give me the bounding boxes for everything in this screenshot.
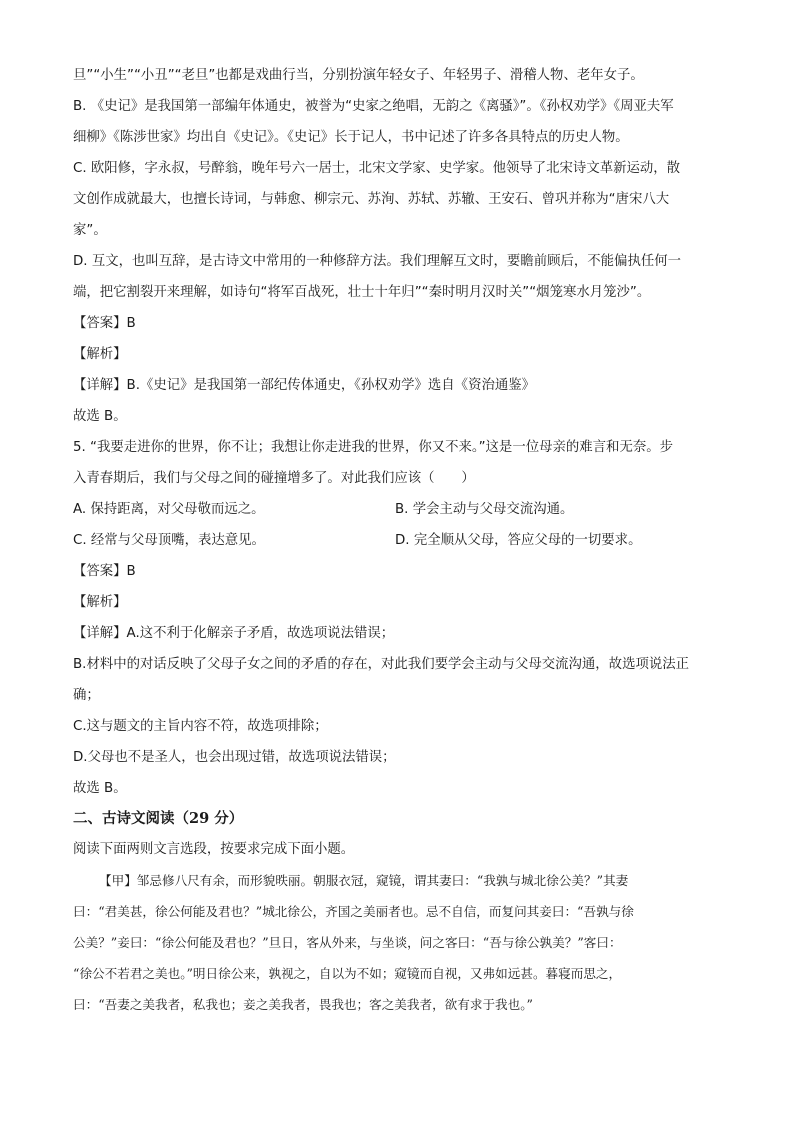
q4-option-c-line-1: C. 欧阳修，字永叔，号醉翁，晚年号六一居士，北宋文学家、史学家。他领导了北宋诗文革新运动，散	[73, 161, 681, 176]
q5-detail-line-4: C.这与题文的主旨内容不符，故选项排除；	[73, 719, 328, 734]
q4-option-c-line-3: 家”。	[73, 223, 107, 238]
q5-options-row-2	[73, 525, 723, 556]
q5-option-b: B. 学会主动与父母交流沟通。	[395, 502, 574, 517]
document-page	[73, 60, 723, 1020]
classical-text-line-1: 【甲】邹忌修八尺有余，而形貌昳丽。朝服衣冠，窥镜，谓其妻曰：“我孰与城北徐公美？”其妻	[99, 873, 629, 888]
q4-option-b-line-1: B. 《史记》是我国第一部编年体通史，被誉为“史家之绝唱，无韵之《离骚》”。《孙权劝学》《周亚夫军	[73, 99, 674, 114]
q4-detail: 【详解】B.《史记》是我国第一部纪传体通史，《孙权劝学》选自《资治通鉴》	[73, 378, 536, 393]
q5-options-row-1	[73, 494, 723, 525]
q5-detail-line-3: 确；	[73, 688, 100, 703]
q4-answer: 【答案】B	[73, 316, 136, 331]
q5-stem-line-1: 5. “我要走进你的世界，你不让；我想让你走进我的世界，你又不来。”这是一位母亲的难言和无奈。步	[73, 440, 674, 455]
q5-detail-line-1: 【详解】A.这不利于化解亲子矛盾，故选项说法错误；	[73, 626, 395, 641]
section-heading: 二、古诗文阅读（29 分）	[73, 810, 244, 827]
q4-option-c-line-2: 文创作成就最大，也擅长诗词，与韩愈、柳宗元、苏洵、苏轼、苏辙、王安石、曾巩并称为“唐宋八大	[73, 192, 670, 207]
q4-analysis-label: 【解析】	[73, 347, 127, 362]
q4-option-b-line-2: 细柳》《陈涉世家》均出自《史记》。《史记》长于记人，书中记述了许多各具特点的历史人物。	[73, 130, 629, 145]
classical-text-line-5: 曰：“吾妻之美我者，私我也；妾之美我者，畏我也；客之美我者，欲有求于我也。”	[73, 997, 533, 1012]
classical-text-line-4: “徐公不若君之美也。”明日徐公来，孰视之，自以为不如；窥镜而自视，又弗如远甚。暮寝而思之，	[73, 966, 622, 981]
q5-answer: 【答案】B	[73, 564, 136, 579]
classical-text-line-2: 曰：“君美甚，徐公何能及君也？”城北徐公，齐国之美丽者也。忌不自信，而复问其妾曰：“吾孰与徐	[73, 904, 634, 919]
q5-detail-line-2: B.材料中的对话反映了父母子女之间的矛盾的存在，对此我们要学会主动与父母交流沟通，故选项说法正	[73, 657, 690, 672]
q5-option-d: D. 完全顺从父母，答应父母的一切要求。	[395, 533, 642, 548]
q5-option-c: C. 经常与父母顶嘴，表达意见。	[73, 533, 265, 548]
q5-analysis-label: 【解析】	[73, 595, 127, 610]
q4-option-a-tail: 旦”“小生”“小丑”“老旦”也都是戏曲行当，分别扮演年轻女子、年轻男子、滑稽人物、老年女子。	[73, 68, 644, 83]
q4-option-d-line-1: D. 互文，也叫互辞，是古诗文中常用的一种修辞方法。我们理解互文时，要瞻前顾后，不能偏执任何一	[73, 254, 682, 269]
reading-instruction: 阅读下面两则文言选段，按要求完成下面小题。	[73, 842, 355, 857]
classical-text-line-3: 公美？”妾曰：“徐公何能及君也？”旦日，客从外来，与坐谈，问之客曰：“吾与徐公孰美？”客曰：	[73, 935, 622, 950]
q5-detail-line-5: D.父母也不是圣人，也会出现过错，故选项说法错误；	[73, 750, 396, 765]
q4-option-d-line-2: 端，把它割裂开来理解，如诗句“将军百战死，壮士十年归”“秦时明月汉时关”“烟笼寒水月笼沙”。	[73, 285, 651, 300]
q5-conclusion: 故选 B。	[73, 781, 127, 796]
q5-stem-line-2: 入青春期后，我们与父母之间的碰撞增多了。对此我们应该（ ）	[73, 471, 475, 486]
q4-conclusion: 故选 B。	[73, 409, 127, 424]
q5-option-a: A. 保持距离，对父母敬而远之。	[73, 502, 265, 517]
